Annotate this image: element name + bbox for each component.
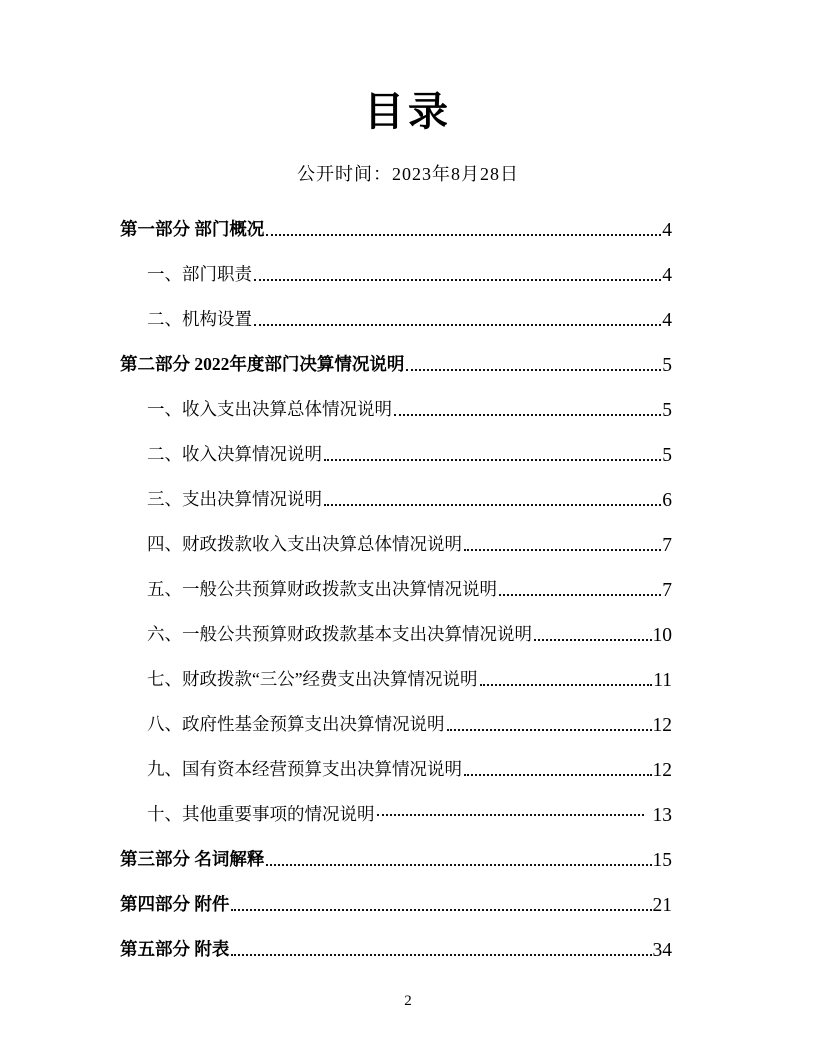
toc-entry[interactable] — [120, 781, 672, 826]
toc-entry-page: 10 — [652, 624, 672, 646]
toc-entry-label: 一、收入支出决算总体情况说明 — [147, 399, 392, 420]
toc-entry-page: 11 — [653, 669, 672, 691]
toc-entry-part2[interactable] — [120, 331, 672, 376]
toc-entry-label: 九、国有资本经营预算支出决算情况说明 — [147, 759, 462, 780]
publish-date-line: 公开时间：2023年8月28日 — [297, 164, 519, 184]
dot-leader — [534, 639, 652, 641]
toc-entry-page: 34 — [652, 939, 672, 961]
dot-leader — [480, 684, 653, 686]
dot-leader — [447, 729, 652, 731]
page-title: 目录 — [364, 89, 452, 134]
toc-entry-page: 5 — [662, 354, 672, 376]
dot-leader — [499, 594, 661, 596]
dot-leader — [266, 864, 651, 866]
toc-entry-label: 第三部分 名词解释 — [120, 849, 265, 870]
toc-entry-page: 4 — [662, 264, 672, 286]
toc-entry-label: 第二部分 2022年度部门决算情况说明 — [120, 354, 405, 375]
footer-page-number: 2 — [404, 993, 412, 1009]
toc-entry-label: 二、收入决算情况说明 — [147, 444, 322, 465]
toc-entry-label: 第一部分 部门概况 — [120, 219, 265, 240]
dot-leader — [324, 504, 661, 506]
toc-entry-part1[interactable] — [120, 196, 672, 241]
toc-entry-label: 八、政府性基金预算支出决算情况说明 — [147, 714, 445, 735]
toc-entry-label: 四、财政拨款收入支出决算总体情况说明 — [147, 534, 462, 555]
toc-entry[interactable] — [120, 601, 672, 646]
dot-leader — [464, 774, 652, 776]
toc-entry-label: 五、一般公共预算财政拨款支出决算情况说明 — [147, 579, 497, 600]
toc-entry-label: 六、一般公共预算财政拨款基本支出决算情况说明 — [147, 624, 532, 645]
toc-entry[interactable] — [120, 691, 672, 736]
toc-entry-page: 7 — [662, 534, 672, 556]
dot-leader — [406, 369, 661, 371]
toc-entry[interactable] — [120, 646, 672, 691]
toc-entry-page: 5 — [662, 444, 672, 466]
toc-entry[interactable] — [120, 241, 672, 286]
dot-leader — [266, 234, 661, 236]
toc-entry[interactable] — [120, 376, 672, 421]
toc-entry-label: 第五部分 附表 — [120, 939, 230, 960]
toc-entry-page: 15 — [652, 849, 672, 871]
dot-leader — [254, 324, 661, 326]
toc-entry-page: 5 — [662, 399, 672, 421]
toc-entry-part3[interactable] — [120, 826, 672, 871]
toc-entry-label: 十、其他重要事项的情况说明 — [147, 804, 375, 825]
dot-leader — [254, 279, 661, 281]
toc-entry-page: 6 — [662, 489, 672, 511]
table-of-contents — [120, 196, 672, 961]
dot-leader — [394, 414, 661, 416]
toc-entry-page: 12 — [652, 714, 672, 736]
toc-entry-page: 12 — [652, 759, 672, 781]
dot-leader — [231, 954, 651, 956]
toc-entry-page: 4 — [662, 219, 672, 241]
toc-entry[interactable] — [120, 286, 672, 331]
toc-entry[interactable] — [120, 466, 672, 511]
toc-entry[interactable] — [120, 736, 672, 781]
toc-entry-page: 4 — [662, 309, 672, 331]
toc-entry-label: 三、支出决算情况说明 — [147, 489, 322, 510]
toc-entry-label: 二、机构设置 — [147, 309, 252, 330]
toc-entry-label: 第四部分 附件 — [120, 894, 230, 915]
toc-entry[interactable] — [120, 511, 672, 556]
dot-leader — [324, 459, 661, 461]
dot-leader — [464, 549, 661, 551]
toc-entry-part4[interactable] — [120, 871, 672, 916]
toc-entry-page: 13 — [652, 804, 672, 826]
toc-entry[interactable] — [120, 556, 672, 601]
toc-entry-part5[interactable] — [120, 916, 672, 961]
toc-entry-label: 一、部门职责 — [147, 264, 252, 285]
dot-leader — [231, 909, 651, 911]
toc-entry-label: 七、财政拨款“三公”经费支出决算情况说明 — [147, 669, 478, 690]
toc-entry-page: 7 — [662, 579, 672, 601]
dot-leader — [377, 814, 644, 816]
toc-entry[interactable] — [120, 421, 672, 466]
toc-entry-page: 21 — [652, 894, 672, 916]
